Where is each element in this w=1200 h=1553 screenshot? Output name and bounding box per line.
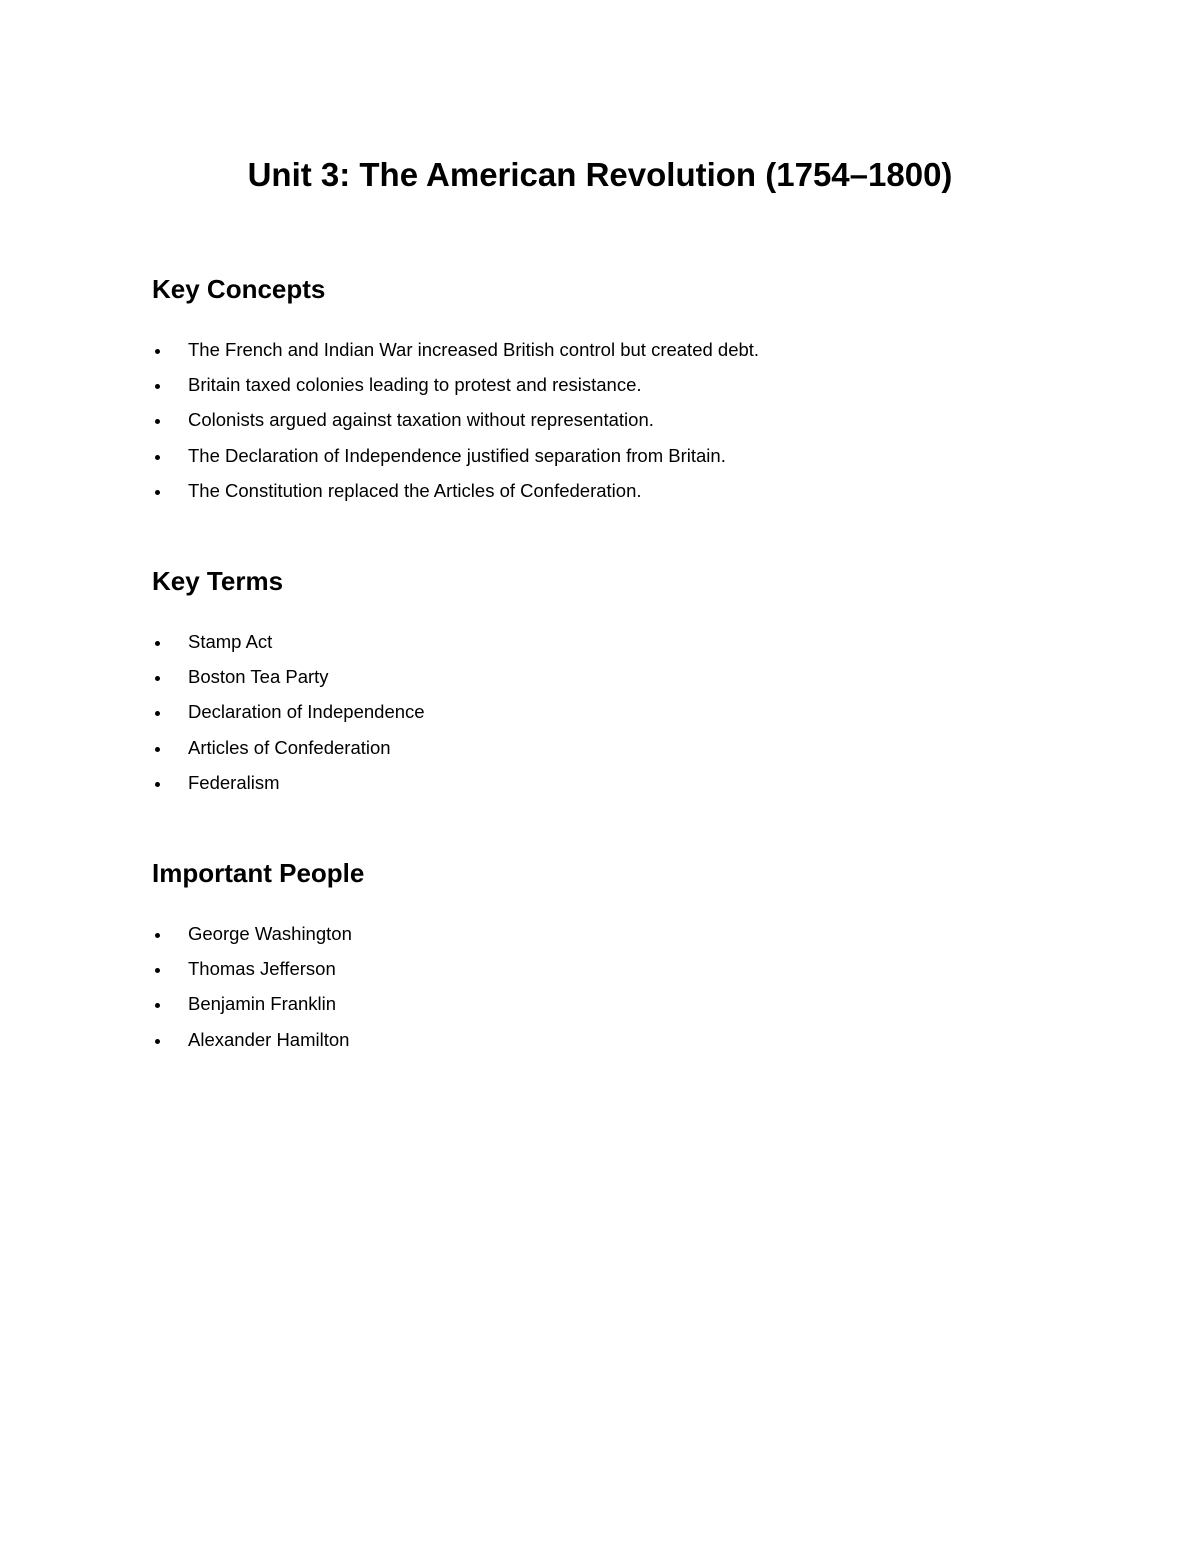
bullet-icon xyxy=(155,455,160,460)
list-item xyxy=(152,445,759,480)
list-item xyxy=(152,958,352,993)
list-item-text: Stamp Act xyxy=(188,631,273,652)
list-item-text: Britain taxed colonies leading to protest and resistance. xyxy=(188,374,642,396)
section-heading: Key Terms xyxy=(152,566,284,596)
list-item xyxy=(152,993,352,1028)
list-item-text: George Washington xyxy=(188,923,352,944)
bullet-icon xyxy=(155,1039,160,1044)
list-item-text: The French and Indian War increased British control but created debt. xyxy=(188,339,760,360)
list-item-text: Colonists argued against taxation without representation. xyxy=(188,409,654,431)
bullet-list xyxy=(152,339,759,515)
list-item xyxy=(152,737,425,772)
bullet-list xyxy=(152,923,352,1064)
list-item-text: The Declaration of Independence justified separation from Britain. xyxy=(188,444,726,466)
list-item-text: Alexander Hamilton xyxy=(188,1028,350,1050)
list-item xyxy=(152,339,759,374)
list-item-text: Thomas Jefferson xyxy=(188,958,336,980)
section-heading: Important People xyxy=(152,858,365,888)
bullet-icon xyxy=(155,384,160,389)
list-item-text: Benjamin Franklin xyxy=(188,993,337,1015)
section-key-terms xyxy=(152,566,1112,793)
page-title: Unit 3: The American Revolution (1754–1800) xyxy=(247,156,953,193)
list-item xyxy=(152,666,425,701)
list-item xyxy=(152,772,425,807)
list-item xyxy=(152,1029,352,1064)
list-item-text: Declaration of Independence xyxy=(188,701,425,723)
section-heading: Key Concepts xyxy=(152,274,326,304)
bullet-icon xyxy=(155,490,160,495)
section-important-people xyxy=(152,858,1112,1050)
bullet-icon xyxy=(155,933,160,938)
list-item xyxy=(152,631,425,666)
list-item-text: Articles of Confederation xyxy=(188,736,391,758)
bullet-icon xyxy=(155,782,160,787)
list-item xyxy=(152,923,352,958)
bullet-icon xyxy=(155,676,160,681)
bullet-icon xyxy=(155,349,160,354)
section-key-concepts xyxy=(152,274,1112,501)
list-item-text: The Constitution replaced the Articles of Confederation. xyxy=(188,479,642,501)
bullet-icon xyxy=(155,1003,160,1008)
list-item-text: Federalism xyxy=(188,771,280,793)
bullet-icon xyxy=(155,419,160,424)
list-item-text: Boston Tea Party xyxy=(188,666,329,688)
list-item xyxy=(152,374,759,409)
bullet-icon xyxy=(155,968,160,973)
list-item xyxy=(152,701,425,736)
bullet-list xyxy=(152,631,425,807)
bullet-icon xyxy=(155,641,160,646)
list-item xyxy=(152,409,759,444)
bullet-icon xyxy=(155,711,160,716)
bullet-icon xyxy=(155,747,160,752)
list-item xyxy=(152,480,759,515)
